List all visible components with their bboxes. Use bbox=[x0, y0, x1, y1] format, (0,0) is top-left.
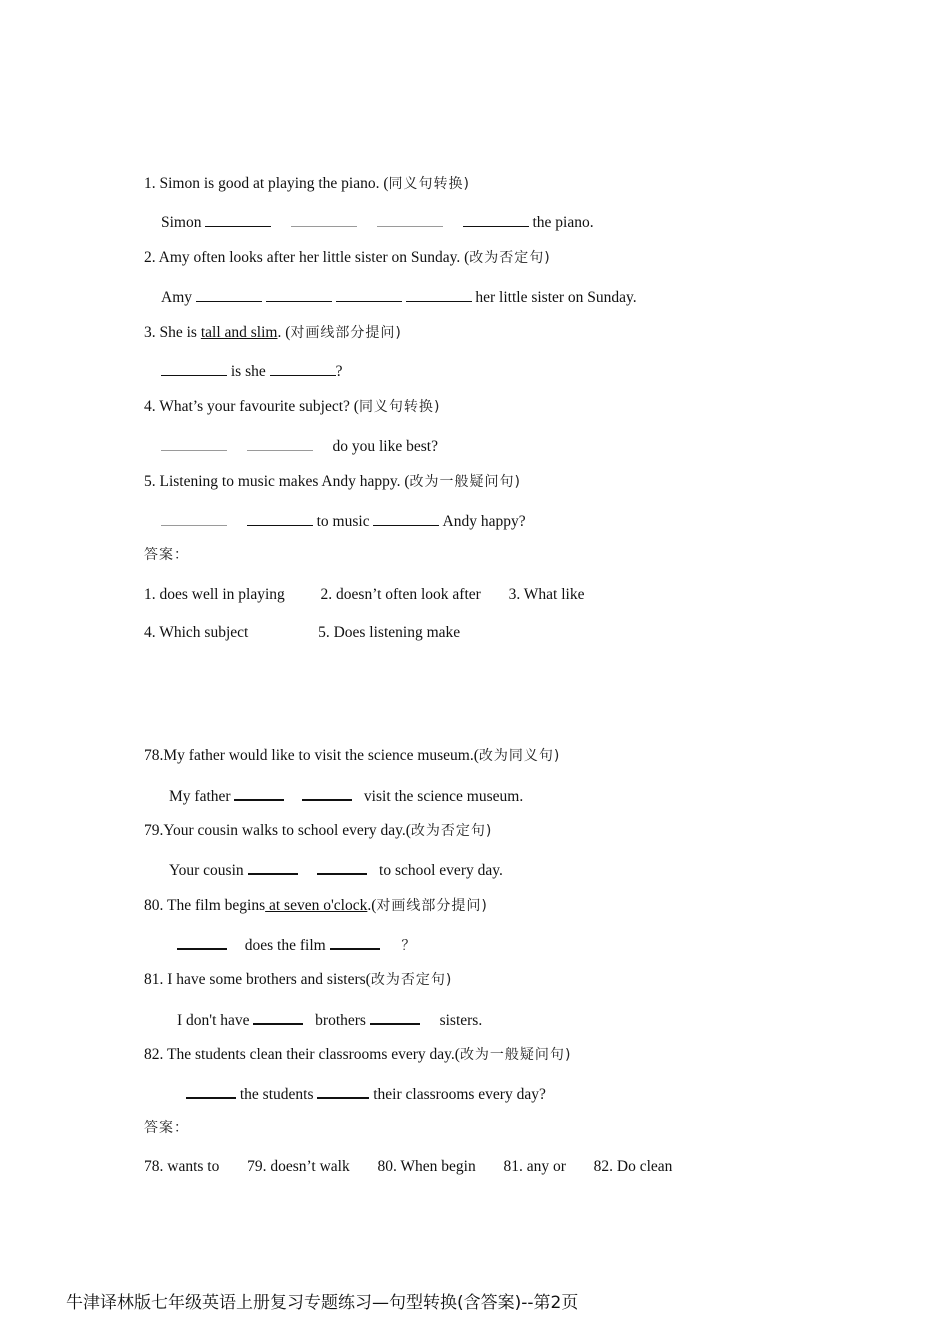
question-82-close: ) bbox=[564, 1047, 572, 1063]
question-4 bbox=[144, 397, 440, 417]
answer-80-tail: ？ bbox=[401, 938, 417, 954]
blank bbox=[270, 361, 336, 376]
question-82-text: 82. The students clean their classrooms every day.( bbox=[144, 1046, 460, 1063]
blank bbox=[317, 1083, 369, 1099]
question-1-hint: 同义句转换 bbox=[388, 176, 464, 192]
answer-key-3: 3. What like bbox=[508, 586, 585, 603]
question-2-text: 2. Amy often looks after her little sister on Sunday. ( bbox=[144, 249, 470, 266]
question-81-close: ) bbox=[445, 972, 453, 988]
question-5-close: ) bbox=[514, 474, 521, 490]
question-3 bbox=[144, 323, 402, 343]
answer-key-82: 82. Do clean bbox=[593, 1158, 673, 1175]
question-2-close: ) bbox=[544, 250, 551, 266]
question-1-close: ) bbox=[463, 176, 471, 192]
question-80-text: 80. The film begins bbox=[144, 897, 266, 914]
blank bbox=[161, 361, 227, 376]
answer-1-lead: Simon bbox=[161, 214, 202, 231]
answer-78-tail: visit the science museum. bbox=[363, 788, 524, 805]
question-5 bbox=[144, 472, 521, 492]
question-1 bbox=[144, 174, 470, 194]
question-80-hint: 对画线部分提问 bbox=[376, 898, 482, 914]
question-78-hint: 改为同义句 bbox=[478, 748, 554, 764]
question-80 bbox=[144, 896, 488, 916]
answer-key-4: 4. Which subject bbox=[144, 624, 249, 641]
blank bbox=[302, 785, 352, 801]
question-5-text: 5. Listening to music makes Andy happy. ( bbox=[144, 473, 410, 490]
answer-line-81 bbox=[177, 1009, 482, 1031]
question-78-text: 78.My father would like to visit the science museum.( bbox=[144, 747, 479, 764]
page-footer: 牛津译林版七年级英语上册复习专题练习—句型转换(含答案)--第2页 bbox=[66, 1293, 579, 1313]
question-79-text: 79.Your cousin walks to school every day.( bbox=[144, 822, 411, 839]
answer-key-1: 1. does well in playing bbox=[144, 586, 285, 603]
answer-key-81: 81. any or bbox=[503, 1158, 566, 1175]
blank bbox=[317, 859, 367, 875]
answer-key-80: 80. When begin bbox=[377, 1158, 476, 1175]
blank bbox=[370, 1009, 420, 1025]
question-81-text: 81. I have some brothers and sisters( bbox=[144, 971, 371, 988]
question-82-hint: 改为一般疑问句 bbox=[459, 1047, 565, 1063]
answers-row-3 bbox=[144, 1157, 672, 1177]
question-4-hint: 同义句转换 bbox=[358, 399, 434, 415]
answer-79-lead: Your cousin bbox=[169, 862, 244, 879]
answer-81-tail: sisters. bbox=[439, 1012, 483, 1029]
answer-line-3 bbox=[161, 361, 343, 382]
question-80-close: ) bbox=[481, 898, 488, 914]
question-79-close: ) bbox=[485, 823, 493, 839]
question-3-hint: 对画线部分提问 bbox=[290, 325, 396, 341]
question-3-text-post: . ( bbox=[277, 324, 291, 341]
answer-1-tail: the piano. bbox=[532, 214, 594, 231]
answer-key-2: 2. doesn’t often look after bbox=[320, 586, 481, 603]
answers-row-1 bbox=[144, 585, 584, 605]
blank bbox=[161, 511, 227, 526]
answer-key-5: 5. Does listening make bbox=[318, 624, 461, 641]
answer-5-mid: to music bbox=[316, 513, 370, 530]
blank bbox=[248, 859, 298, 875]
answer-3-tail: ? bbox=[335, 363, 343, 380]
question-3-close: ) bbox=[395, 325, 402, 341]
blank bbox=[205, 212, 271, 227]
answers-row-2 bbox=[144, 623, 460, 643]
question-79 bbox=[144, 821, 492, 841]
question-81 bbox=[144, 970, 452, 990]
blank bbox=[373, 511, 439, 526]
answer-81-lead: I don't have bbox=[177, 1012, 250, 1029]
answer-line-2 bbox=[161, 287, 637, 308]
answer-2-tail: her little sister on Sunday. bbox=[475, 289, 637, 306]
answers-label-1: 答案： bbox=[144, 547, 189, 563]
answer-line-82 bbox=[186, 1083, 546, 1105]
question-78-close: ) bbox=[553, 748, 561, 764]
question-4-text: 4. What’s your favourite subject? ( bbox=[144, 398, 359, 415]
question-79-hint: 改为否定句 bbox=[410, 823, 486, 839]
blank bbox=[406, 287, 472, 302]
answer-line-5 bbox=[161, 511, 526, 532]
question-78 bbox=[144, 746, 560, 766]
question-1-text: 1. Simon is good at playing the piano. ( bbox=[144, 175, 389, 192]
answer-4-tail: do you like best? bbox=[332, 438, 438, 455]
blank bbox=[291, 212, 357, 227]
answer-2-lead: Amy bbox=[161, 289, 192, 306]
answer-key-79: 79. doesn’t walk bbox=[247, 1158, 350, 1175]
answer-79-tail: to school every day. bbox=[379, 862, 503, 879]
answer-80-mid: does the film bbox=[244, 937, 326, 954]
answer-82-mid: the students bbox=[239, 1086, 314, 1103]
blank bbox=[330, 934, 380, 950]
question-3-underlined: tall and slim bbox=[200, 324, 278, 341]
blank bbox=[196, 287, 262, 302]
question-80-underlined: at seven o'clock bbox=[265, 897, 368, 914]
blank bbox=[253, 1009, 303, 1025]
answers-label-2: 答案： bbox=[144, 1120, 189, 1136]
answer-key-78: 78. wants to bbox=[144, 1158, 220, 1175]
answer-line-4 bbox=[161, 436, 438, 457]
blank bbox=[177, 934, 227, 950]
blank bbox=[336, 287, 402, 302]
blank bbox=[247, 511, 313, 526]
answer-line-1 bbox=[161, 212, 594, 233]
blank bbox=[161, 436, 227, 451]
question-2 bbox=[144, 248, 551, 268]
answer-81-mid: brothers bbox=[315, 1012, 366, 1029]
answer-line-80 bbox=[177, 934, 416, 956]
question-3-text: 3. She is bbox=[144, 324, 201, 341]
answer-82-tail: their classrooms every day? bbox=[373, 1086, 546, 1103]
blank bbox=[186, 1083, 236, 1099]
question-4-close: ) bbox=[433, 399, 441, 415]
question-81-hint: 改为否定句 bbox=[370, 972, 446, 988]
blank bbox=[463, 212, 529, 227]
question-2-hint: 改为否定句 bbox=[469, 250, 545, 266]
blank bbox=[247, 436, 313, 451]
blank bbox=[234, 785, 284, 801]
answer-3-mid: is she bbox=[230, 363, 266, 380]
answer-5-tail: Andy happy? bbox=[442, 513, 526, 530]
question-80-text-post: .( bbox=[367, 897, 377, 914]
answer-78-lead: My father bbox=[169, 788, 231, 805]
question-5-hint: 改为一般疑问句 bbox=[409, 474, 515, 490]
question-82 bbox=[144, 1045, 571, 1065]
answer-line-78 bbox=[169, 785, 523, 807]
blank bbox=[266, 287, 332, 302]
answer-line-79 bbox=[169, 859, 503, 881]
blank bbox=[377, 212, 443, 227]
